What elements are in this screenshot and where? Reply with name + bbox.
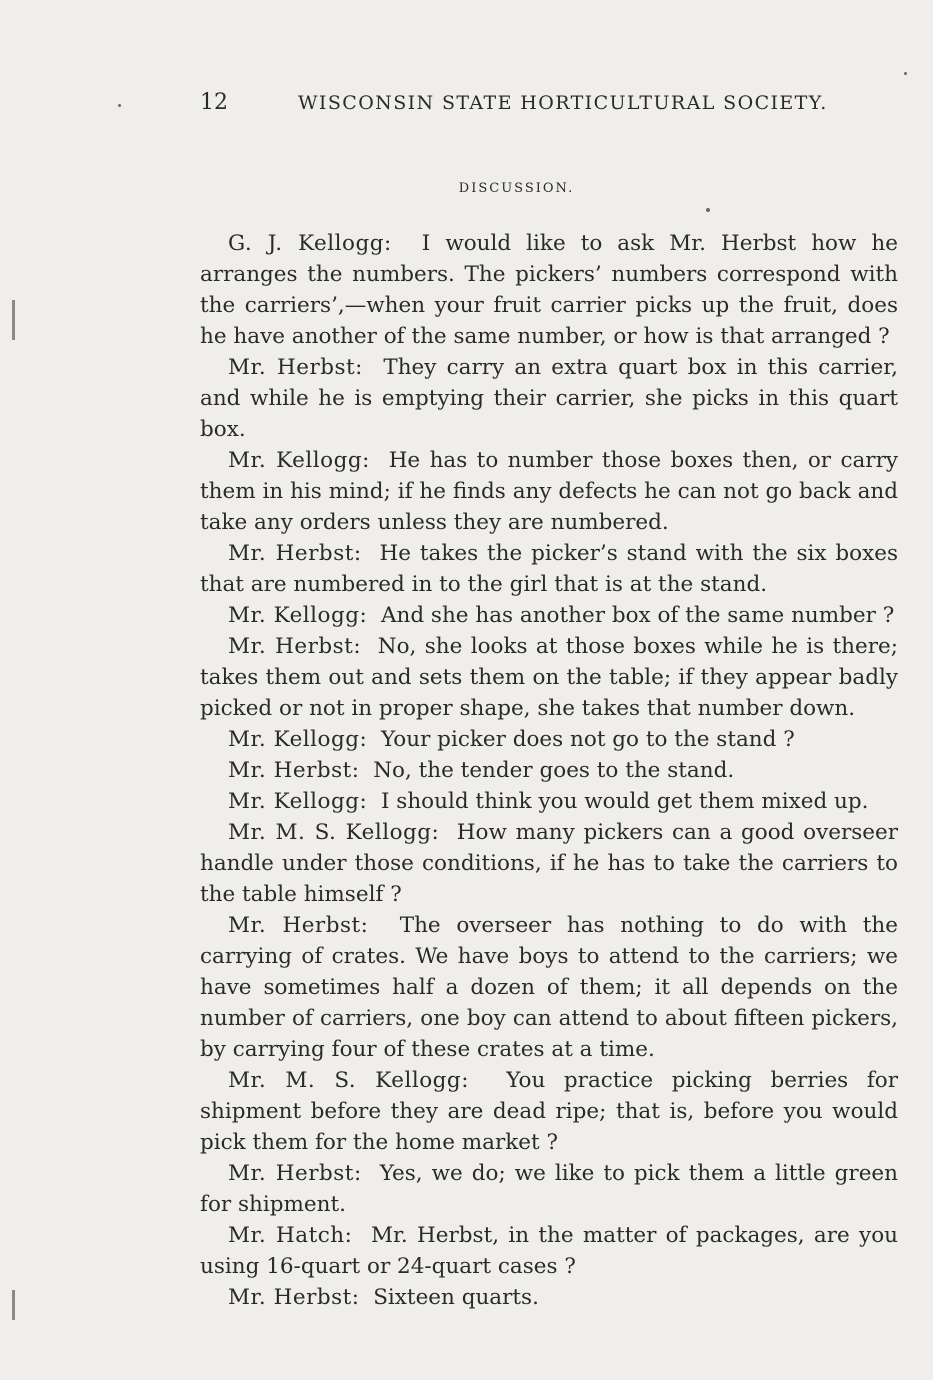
paragraph-text: Sixteen quarts. xyxy=(373,1285,539,1310)
paragraph xyxy=(200,631,898,724)
paragraph xyxy=(200,1282,898,1313)
paragraph-text: No, the tender goes to the stand. xyxy=(373,758,735,783)
speaker-name: Mr. Kellogg: xyxy=(228,603,368,628)
speaker-name: Mr. M. S. Kellogg: xyxy=(228,1068,469,1093)
paragraph xyxy=(200,538,898,600)
speaker-name: Mr. Herbst: xyxy=(228,758,360,783)
speaker-name: Mr. Herbst: xyxy=(228,1161,362,1186)
speaker-name: Mr. Kellogg: xyxy=(228,727,368,752)
speaker-name: Mr. Herbst: xyxy=(228,355,363,380)
paragraph-text: Mr. Herbst, in the matter of packages, are you using 16-quart or 24-quart cases ? xyxy=(200,1223,898,1279)
paragraph xyxy=(200,228,898,352)
paragraph-text: I would like to ask Mr. Herbst how he arranges the numbers. The pickers’ numbers correspond with the carriers’,—when your fruit carrier picks up the fruit, does he have another of the same number, or how is that arranged ? xyxy=(200,231,898,349)
scan-edge-mark xyxy=(12,1290,15,1320)
paragraph xyxy=(200,600,898,631)
speaker-name: Mr. Herbst: xyxy=(228,541,362,566)
speaker-name: Mr. Herbst: xyxy=(228,1285,360,1310)
page-number: 12 xyxy=(200,90,228,115)
scan-speck xyxy=(118,104,121,107)
paragraph xyxy=(200,755,898,786)
running-head xyxy=(200,90,828,126)
paragraph-text: He takes the picker’s stand with the six boxes that are numbered in to the girl that is at the stand. xyxy=(200,541,899,597)
speaker-name: Mr. Hatch: xyxy=(228,1223,353,1248)
paragraph-text: You practice picking berries for shipment before they are dead ripe; that is, before you would pick them for the home market ? xyxy=(200,1068,899,1155)
paragraph-text: They carry an extra quart box in this carrier, and while he is emptying their carrier, she picks in this quart box. xyxy=(200,355,899,442)
paragraph xyxy=(200,352,898,445)
paragraph-text: Your picker does not go to the stand ? xyxy=(380,727,795,752)
discussion-body xyxy=(200,228,898,1313)
paragraph-text: How many pickers can a good overseer handle under those conditions, if he has to take the carriers to the table himself ? xyxy=(200,820,898,907)
speaker-name: Mr. Herbst: xyxy=(228,913,369,938)
speaker-name: Mr. Herbst: xyxy=(228,634,362,659)
section-heading: DISCUSSION. xyxy=(458,181,575,196)
paragraph-text: And she has another box of the same number ? xyxy=(380,603,895,628)
scan-edge-mark xyxy=(12,300,15,340)
paragraph xyxy=(200,724,898,755)
paragraph xyxy=(200,910,898,1065)
paragraph xyxy=(200,786,898,817)
scan-speck xyxy=(706,208,710,212)
paragraph-text: He has to number those boxes then, or carry them in his mind; if he finds any defects he can not go back and take any orders unless they are numbered. xyxy=(200,448,899,535)
paragraph-text: No, she looks at those boxes while he is there; takes them out and sets them on the table; if they appear badly picked or not in proper shape, she takes that number down. xyxy=(200,634,898,721)
speaker-name: Mr. M. S. Kellogg: xyxy=(228,820,440,845)
speaker-name: Mr. Kellogg: xyxy=(228,789,368,814)
scan-speck xyxy=(904,72,907,75)
paragraph-text: The overseer has nothing to do with the carrying of crates. We have boys to attend to the carriers; we have sometimes half a dozen of them; it all depends on the number of carriers, one boy can attend to about fifteen pickers, by carrying four of these crates at a time. xyxy=(200,913,898,1062)
speaker-name: G. J. Kellogg: xyxy=(228,231,392,256)
speaker-name: Mr. Kellogg: xyxy=(228,448,370,473)
paragraph-text: I should think you would get them mixed up. xyxy=(380,789,869,814)
paragraph xyxy=(200,1065,898,1158)
paragraph xyxy=(200,1158,898,1220)
running-title: WISCONSIN STATE HORTICULTURAL SOCIETY. xyxy=(298,92,828,114)
paragraph-text: Yes, we do; we like to pick them a little green for shipment. xyxy=(200,1161,898,1217)
paragraph xyxy=(200,445,898,538)
paragraph xyxy=(200,817,898,910)
paragraph xyxy=(200,1220,898,1282)
